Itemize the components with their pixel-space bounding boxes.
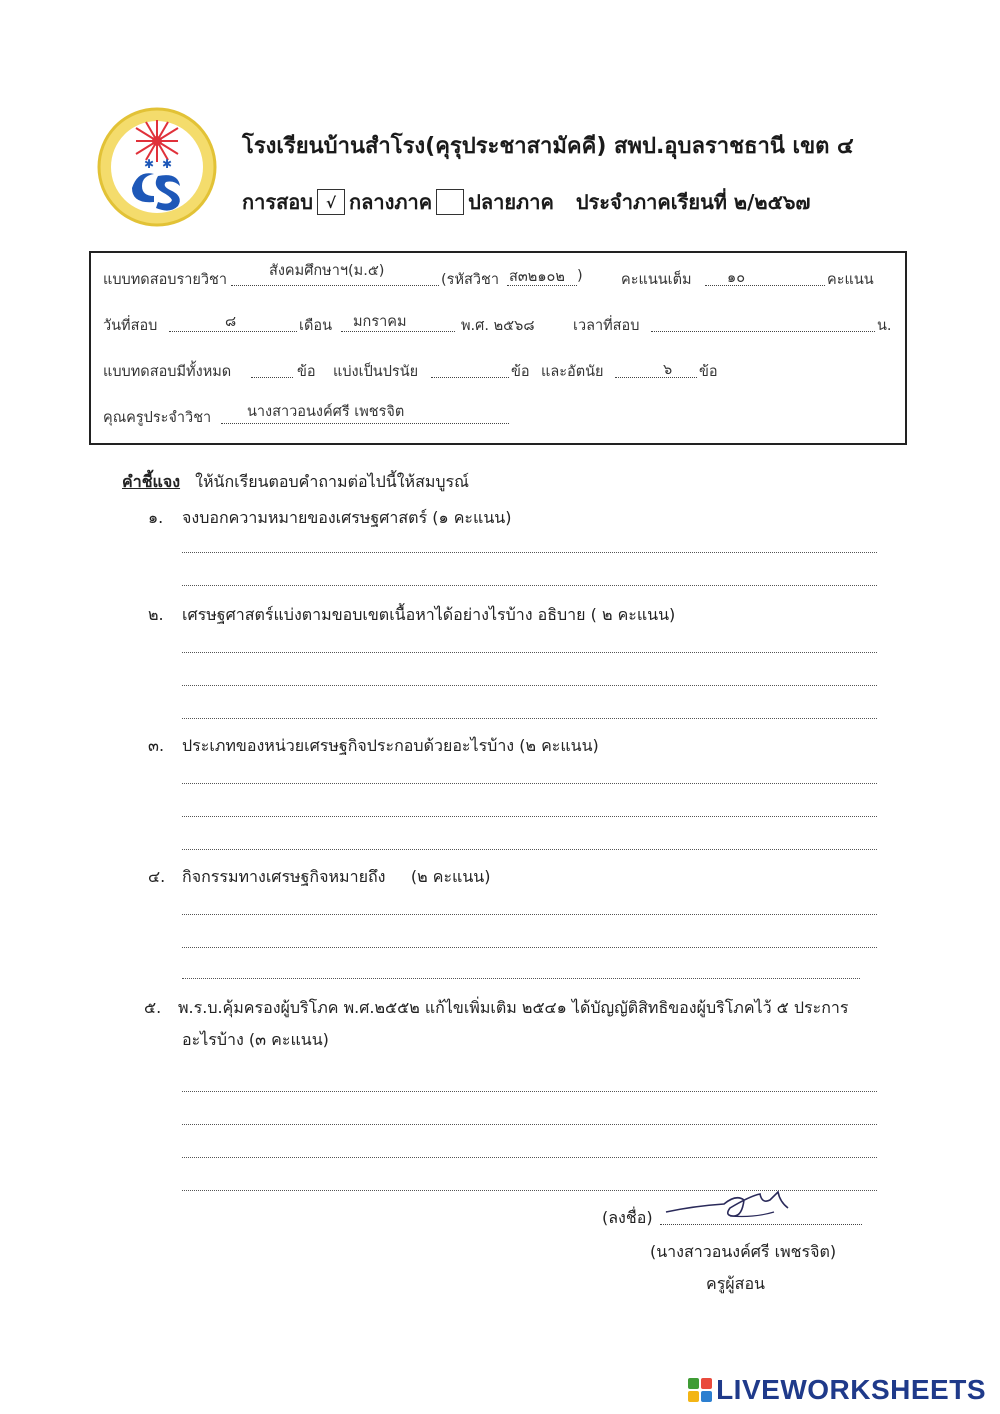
subjective-label: และอัตนัย [541, 364, 604, 380]
teacher-value[interactable]: นางสาวอนงค์ศรี เพชรจิต [247, 404, 405, 420]
question-text: จงบอกความหมายของเศรษฐศาสตร์ (๑ คะแนน) [182, 508, 512, 527]
answer-line-q4-3[interactable] [182, 978, 860, 979]
time-dots[interactable] [651, 331, 875, 332]
question-text: กิจกรรมทางเศรษฐกิจหมายถึง (๒ คะแนน) [182, 867, 491, 886]
exam-info-box [89, 251, 907, 445]
month-value[interactable]: มกราคม [353, 314, 407, 330]
semester-label: ประจำภาคเรียนที่ ๒/๒๕๖๗ [575, 190, 811, 214]
year-label: พ.ศ. ๒๕๖๘ [461, 318, 535, 334]
question-text: เศรษฐศาสตร์แบ่งตามขอบเขตเนื้อหาได้อย่างไรบ้าง อธิบาย ( ๒ คะแนน) [182, 605, 676, 624]
time-label: เวลาที่สอบ [573, 318, 640, 334]
question-number: ๑. [148, 508, 164, 527]
subjective-value[interactable]: ๖ [663, 362, 673, 378]
handwritten-signature [664, 1182, 792, 1224]
subject-dots [231, 285, 439, 286]
item-unit-2: ข้อ [511, 364, 530, 380]
final-label: ปลายภาค [468, 190, 554, 214]
instructions-text: ให้นักเรียนตอบคำถามต่อไปนี้ให้สมบูรณ์ [195, 472, 469, 491]
svg-text:✱: ✱ [162, 157, 173, 171]
answer-line-q3-2[interactable] [182, 816, 877, 817]
subjective-dots [615, 377, 697, 378]
month-label: เดือน [299, 318, 332, 334]
question-4 [148, 865, 490, 890]
exam-type-row [242, 186, 810, 218]
answer-line-q3-3[interactable] [182, 849, 877, 850]
answer-line-q5-2[interactable] [182, 1124, 877, 1125]
school-title: โรงเรียนบ้านสำโรง(คุรุประชาสามัคคี) สพป.อุบลราชธานี เขต ๔ [242, 134, 854, 159]
question-5-line-2: อะไรบ้าง (๓ คะแนน) [182, 1030, 329, 1049]
question-1 [148, 506, 511, 531]
signature-dots [660, 1224, 862, 1225]
date-value[interactable]: ๘ [225, 314, 237, 330]
score-label: คะแนนเต็ม [621, 272, 692, 288]
question-text: ประเภทของหน่วยเศรษฐกิจประกอบด้วยอะไรบ้าง (๒ คะแนน) [182, 736, 599, 755]
answer-line-q2-2[interactable] [182, 685, 877, 686]
answer-line-q2-3[interactable] [182, 718, 877, 719]
liveworksheets-grid-icon [688, 1378, 712, 1402]
question-number: ๓. [148, 736, 165, 755]
date-label: วันที่สอบ [103, 318, 158, 334]
total-dots[interactable] [251, 377, 293, 378]
answer-line-q4-1[interactable] [182, 914, 877, 915]
question-text: พ.ร.บ.คุ้มครองผู้บริโภค พ.ศ.๒๕๕๒ แก้ไขเพิ่มเติม ๒๕๔๑ ได้บัญญัติสิทธิของผู้บริโภคไว้ ๕ ประการ [178, 998, 849, 1017]
subject-value[interactable]: สังคมศึกษาฯ(ม.๕) [269, 263, 385, 279]
answer-line-q1-2[interactable] [182, 585, 877, 586]
answer-line-q5-1[interactable] [182, 1091, 877, 1092]
question-3 [148, 734, 599, 759]
midterm-checkbox[interactable]: √ [317, 189, 345, 215]
question-2 [148, 603, 675, 628]
item-unit-1: ข้อ [297, 364, 316, 380]
score-value[interactable]: ๑๐ [727, 270, 746, 286]
signer-role: ครูผู้สอน [706, 1274, 765, 1293]
final-checkbox[interactable] [436, 189, 464, 215]
code-close: ) [577, 268, 583, 284]
time-unit: น. [877, 318, 892, 334]
split-dots[interactable] [431, 377, 509, 378]
question-number: ๕. [144, 998, 162, 1017]
teacher-dots [221, 423, 509, 424]
svg-text:✱: ✱ [144, 157, 155, 171]
score-unit: คะแนน [827, 272, 874, 288]
question-number: ๒. [148, 605, 164, 624]
instructions [122, 470, 469, 495]
split-label: แบ่งเป็นปรนัย [333, 364, 419, 380]
liveworksheets-logo [688, 1374, 986, 1406]
midterm-label: กลางภาค [349, 190, 433, 214]
instructions-heading: คำชี้แจง [122, 472, 181, 491]
code-value[interactable]: ส๓๒๑๐๒ [509, 269, 565, 285]
item-unit-3: ข้อ [699, 364, 718, 380]
answer-line-q5-3[interactable] [182, 1157, 877, 1158]
answer-line-q1-1[interactable] [182, 552, 877, 553]
answer-line-q4-2[interactable] [182, 947, 877, 948]
score-dots [705, 285, 825, 286]
question-5 [144, 996, 848, 1021]
signer-name: (นางสาวอนงค์ศรี เพชรจิต) [650, 1242, 837, 1261]
code-label: (รหัสวิชา [441, 272, 499, 288]
subject-label: แบบทดสอบรายวิชา [103, 272, 228, 288]
liveworksheets-text: LIVEWORKSHEETS [716, 1374, 986, 1405]
school-logo [96, 106, 218, 228]
signature-label: (ลงชื่อ) [602, 1208, 653, 1227]
exam-label: การสอบ [242, 190, 313, 214]
answer-line-q2-1[interactable] [182, 652, 877, 653]
question-number: ๔. [148, 867, 166, 886]
teacher-label: คุณครูประจำวิชา [103, 410, 212, 426]
answer-line-q3-1[interactable] [182, 783, 877, 784]
total-label: แบบทดสอบมีทั้งหมด [103, 364, 232, 380]
